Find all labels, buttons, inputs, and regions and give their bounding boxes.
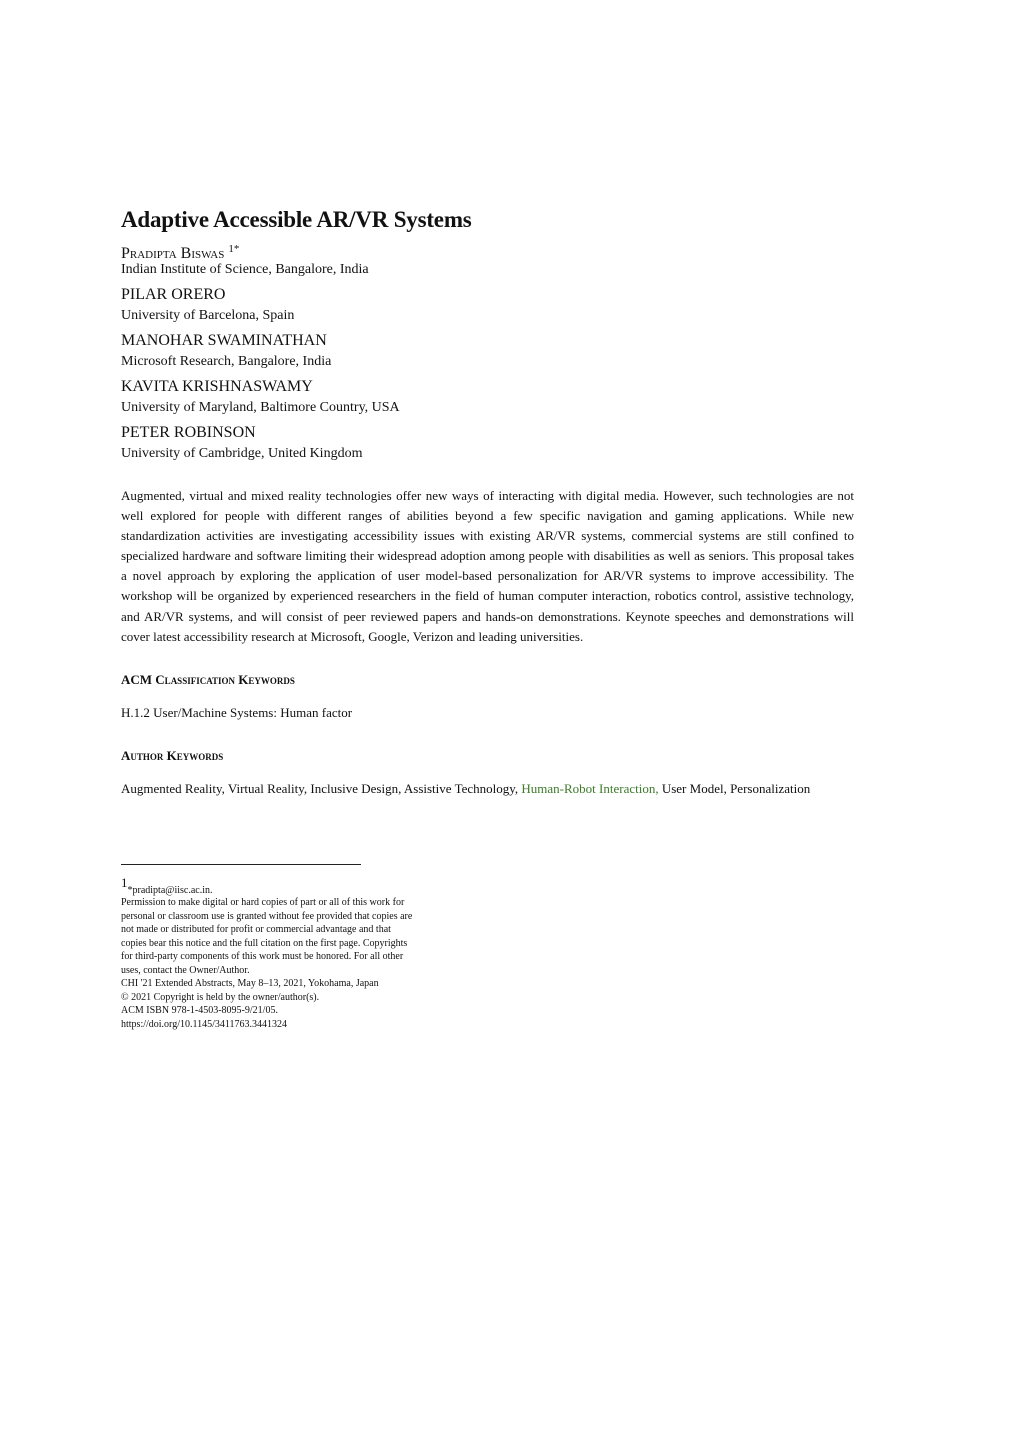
footnote-line: CHI '21 Extended Abstracts, May 8–13, 2021, Yokohama, Japan	[121, 978, 379, 989]
author-name-2: PILAR ORERO	[121, 286, 226, 303]
footnote-line: © 2021 Copyright is held by the owner/author(s).	[121, 991, 320, 1003]
keywords-part-2: User Model, Personalization	[658, 781, 811, 796]
author-name-4: KAVITA KRISHNASWAMY	[121, 378, 313, 395]
abstract-text: Augmented, virtual and mixed reality technologies offer new ways of interacting with digital media. However, such technologies are not well explored for people with different ranges of abilities beyond a few specific navigation and gaming applications. While new standardization activities are investigating accessibility issues with existing AR/VR systems, commercial systems are still confined to specialized hardware and software limiting their widespread adoption among people with disabilities as well as seniors. This proposal takes a novel approach by exploring the application of user model-based personalization for AR/VR systems to improve accessibility. The workshop will be organized by experienced researchers in the field of human computer interaction, robotics control, assistive technology, and AR/VR systems, and will consist of peer reviewed papers and hands-on demonstrations. Keynote speeches and demonstrations will cover latest accessibility research at Microsoft, Google, Verizon and leading universities.	[121, 488, 854, 644]
author-name-5: PETER ROBINSON	[121, 424, 256, 441]
paper-title: Adaptive Accessible AR/VR Systems	[121, 207, 472, 232]
author-affiliation-2: University of Barcelona, Spain	[121, 308, 295, 323]
author-affiliation-5: University of Cambridge, United Kingdom	[121, 446, 363, 461]
footnote-divider	[121, 864, 361, 865]
footnote-doi-link[interactable]: https://doi.org/10.1145/3411763.3441324	[121, 1018, 288, 1030]
footnote-line: not made or distributed for profit or commercial advantage and that	[121, 924, 391, 935]
ccs-heading: ACM Classification Keywords	[121, 672, 295, 687]
footnote-marker: 1	[121, 875, 128, 890]
author-affiliation-3: Microsoft Research, Bangalore, India	[121, 354, 332, 369]
footnote-line: copies bear this notice and the full citation on the first page. Copyrights	[121, 937, 408, 949]
author-affiliation-4: University of Maryland, Baltimore Country, USA	[121, 400, 400, 415]
author-footnote-marker: 1*	[228, 243, 240, 255]
author-name-3: MANOHAR SWAMINATHAN	[121, 332, 327, 349]
footnote-block	[121, 876, 471, 1031]
keywords-highlighted: Human-Robot Interaction,	[521, 781, 659, 796]
keywords-heading: Author Keywords	[121, 748, 224, 763]
author-name-1	[121, 239, 861, 261]
author-affiliation-1: Indian Institute of Science, Bangalore, India	[121, 262, 369, 277]
author-name-text: Pradipta Biswas	[121, 245, 225, 262]
footnote-first-line	[121, 876, 471, 896]
footnote-line: for third-party components of this work must be honored. For all other	[121, 951, 404, 962]
footnote-line: Permission to make digital or hard copies of part or all of this work for	[121, 897, 405, 908]
ccs-text: H.1.2 User/Machine Systems: Human factor	[121, 705, 353, 720]
footnote-line: uses, contact the Owner/Author.	[121, 964, 250, 976]
footnote-line: personal or classroom use is granted without fee provided that copies are	[121, 910, 413, 922]
keywords-part-1: Augmented Reality, Virtual Reality, Inclusive Design, Assistive Technology,	[121, 781, 522, 796]
keywords-text	[121, 781, 810, 797]
author-block	[121, 239, 861, 469]
footnote-email: *pradipta@iisc.ac.in.	[127, 885, 213, 896]
footnote-line: ACM ISBN 978-1-4503-8095-9/21/05.	[121, 1005, 278, 1016]
